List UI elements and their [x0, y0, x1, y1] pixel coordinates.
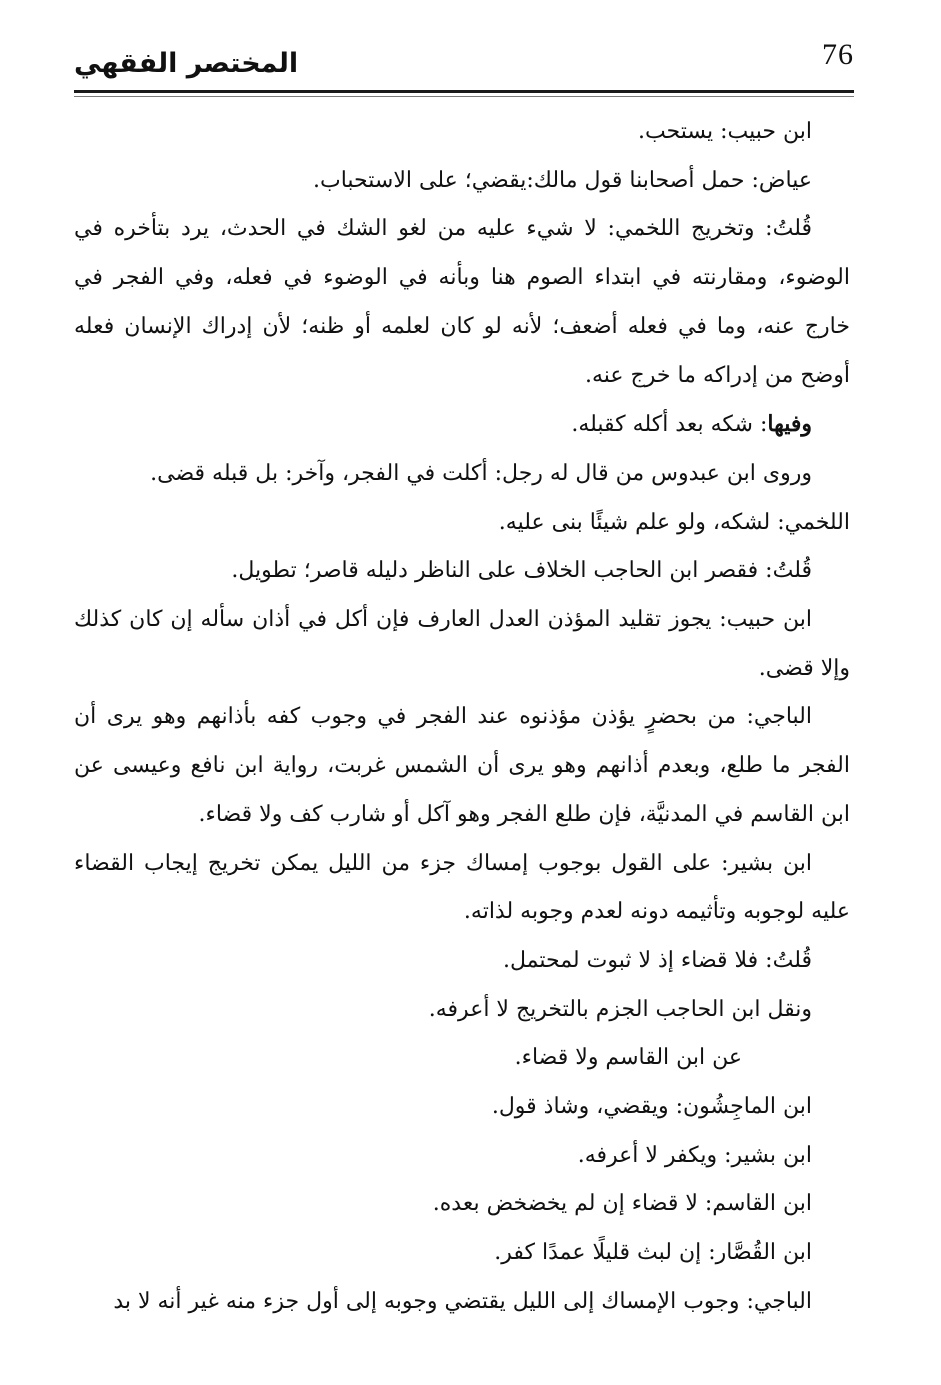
paragraph: ابن حبيب: يجوز تقليد المؤذن العدل العارف فإن أكل في أذان سأله إن كان كذلك وإلا قضى.: [74, 607, 850, 681]
page-header: [74, 30, 854, 100]
paragraph: [74, 400, 850, 450]
paragraph: الباجي: من بحضرٍ يؤذن مؤذنوه عند الفجر في وجوب كفه بأذانهم وهو يرى أن الفجر ما طلع، وبعدم أذانهم وهو يرى أن الشمس غربت، رواية ابن نافع وعيسى عن ابن القاسم في المدنيَّة، فإن طلع الفجر وهو آكل أو شارب كف ولا قضاء.: [74, 704, 850, 827]
paragraph: اللخمي: لشكه، ولو علم شيئًا بنى عليه.: [498, 509, 850, 535]
paragraph: ابن القُصَّار: إن لبث قليلًا عمدًا كفر.: [494, 1240, 812, 1266]
paragraph: الباجي: وجوب الإمساك إلى الليل يقتضي وجوبه إلى أول جزء منه غير أنه لا بد: [113, 1288, 812, 1314]
paragraph: ابن الماجِشُون: ويقضي، وشاذ قول.: [491, 1094, 812, 1120]
paragraph-text: : شكه بعد أكله كقبله.: [571, 412, 768, 438]
running-title: المختصر الفقهي: [74, 48, 299, 79]
paragraph: ابن حبيب: يستحب.: [637, 119, 812, 144]
paragraph: عياض: حمل أصحابنا قول مالك:يقضي؛ على الاستحباب.: [313, 167, 812, 193]
paragraph: عن ابن القاسم ولا قضاء.: [514, 1045, 742, 1071]
page-number: 76: [822, 38, 854, 71]
paragraph: ونقل ابن الحاجب الجزم بالتخريج لا أعرفه.: [428, 996, 812, 1022]
body-text: [74, 108, 850, 1327]
paragraph: قُلتُ: وتخريج اللخمي: لا شيء عليه من لغو الشك في الحدث، يرد بتأخره في الوضوء، ومقارنته في ابتداء الصوم هنا وبأنه في الوضوء في فعله، وفي الفجر في خارج عنه، وما في فعله أضعف؛ لأنه لو كان لعلمه أو ظنه؛ لأن إدراك الإنسان فعله أوضح من إدراكه ما خرج عنه.: [74, 216, 850, 388]
paragraph: ابن القاسم: لا قضاء إن لم يخضخض بعده.: [432, 1191, 812, 1217]
paragraph-lead: وفيها: [767, 411, 812, 438]
paragraph: قُلتُ: فلا قضاء إذ لا ثبوت لمحتمل.: [503, 947, 812, 973]
paragraph: قُلتُ: فقصر ابن الحاجب الخلاف على الناظر دليله قاصر؛ تطويل.: [231, 558, 812, 584]
paragraph: ابن بشير: على القول بوجوب إمساك جزء من الليل يمكن تخريج إيجاب القضاء عليه لوجوبه وتأثيمه دونه لعدم وجوبه لذاته.: [74, 850, 850, 925]
header-rule: [74, 90, 854, 93]
paragraph: وروى ابن عبدوس من قال له رجل: أكلت في الفجر، وآخر: بل قبله قضى.: [150, 460, 812, 486]
header-rule-thin: [74, 96, 854, 97]
paragraph: ابن بشير: ويكفر لا أعرفه.: [577, 1142, 812, 1168]
